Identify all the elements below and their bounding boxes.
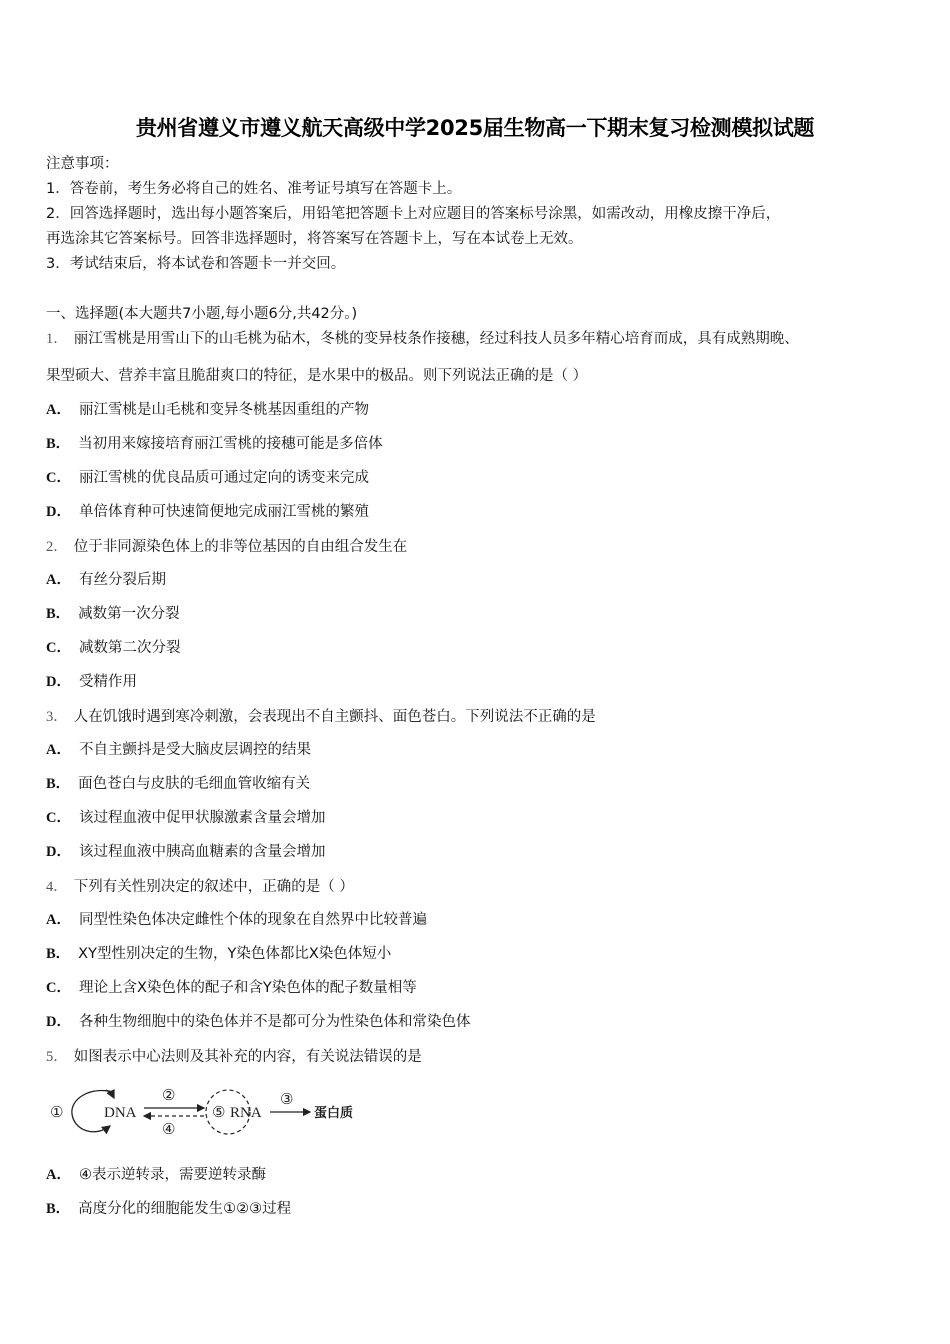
label-4: ④	[162, 1122, 176, 1138]
option-letter: D．	[46, 674, 71, 690]
option-letter: C．	[46, 640, 71, 656]
question-1-stem	[46, 327, 799, 348]
notice-item: 再选涂其它答案标号。回答非选择题时，将答案写在答题卡上，写在本试卷上无效。	[46, 231, 583, 247]
option-letter: A．	[46, 912, 71, 928]
question-number: 5．	[46, 1049, 68, 1065]
option-text: 有丝分裂后期	[78, 572, 166, 588]
question-text: 下列有关性别决定的叙述中，正确的是（ ）	[73, 879, 354, 895]
option-letter: A．	[46, 572, 71, 588]
option-text: 理论上含X染色体的配子和含Y染色体的配子数量相等	[78, 980, 417, 996]
option-letter: C．	[46, 980, 71, 996]
option-letter: C．	[46, 470, 71, 486]
option-text: 单倍体育种可快速简便地完成丽江雪桃的繁殖	[78, 504, 369, 520]
option-a	[46, 1163, 266, 1184]
option-text: 当初用来嫁接培育丽江雪桃的接穗可能是多倍体	[78, 436, 383, 452]
option-letter: A．	[46, 402, 71, 418]
label-5: ⑤	[212, 1105, 226, 1121]
option-c	[46, 466, 369, 487]
question-3-stem	[46, 705, 596, 726]
question-4-stem	[46, 875, 354, 896]
option-c	[46, 636, 180, 657]
option-d	[46, 840, 325, 861]
question-5-stem	[46, 1045, 422, 1066]
question-number: 1．	[46, 331, 68, 347]
option-letter: B．	[46, 1201, 71, 1217]
option-text: 受精作用	[78, 674, 137, 690]
question-1-stem-cont: 果型硕大、营养丰富且脆甜爽口的特征，是水果中的极品。则下列说法正确的是（ ）	[46, 368, 588, 384]
option-b	[46, 602, 180, 623]
question-text: 丽江雪桃是用雪山下的山毛桃为砧木，冬桃的变异枝条作接穗，经过科技人员多年精心培育而成，具有成熟期晚、	[73, 331, 799, 347]
option-d	[46, 1010, 470, 1031]
option-b	[46, 942, 391, 963]
notice-item: 1．答卷前，考生务必将自己的姓名、准考证号填写在答题卡上。	[46, 181, 462, 197]
option-text: 该过程血液中胰高血糖素的含量会增加	[78, 844, 326, 860]
section-heading: 一、选择题(本大题共7小题,每小题6分,共42分。)	[46, 306, 358, 322]
option-b	[46, 432, 383, 453]
option-text: 各种生物细胞中的染色体并不是都可分为性染色体和常染色体	[78, 1014, 471, 1030]
central-dogma-figure	[48, 1082, 368, 1142]
question-text: 人在饥饿时遇到寒冷刺激，会表现出不自主颤抖、面色苍白。下列说法不正确的是	[73, 709, 596, 725]
dna-label: DNA	[104, 1105, 137, 1121]
option-letter: A．	[46, 1167, 71, 1183]
option-text: 该过程血液中促甲状腺激素含量会增加	[78, 810, 326, 826]
option-letter: C．	[46, 810, 71, 826]
option-letter: B．	[46, 776, 71, 792]
question-number: 2．	[46, 539, 68, 555]
option-b	[46, 772, 310, 793]
option-letter: A．	[46, 742, 71, 758]
label-3: ③	[280, 1092, 294, 1108]
notice-heading: 注意事项：	[46, 156, 119, 172]
exam-title: 贵州省遵义市遵义航天高级中学2025届生物高一下期末复习检测模拟试题	[135, 116, 815, 140]
question-text: 如图表示中心法则及其补充的内容，有关说法错误的是	[73, 1049, 422, 1065]
option-text: 不自主颤抖是受大脑皮层调控的结果	[78, 742, 311, 758]
notice-item: 3．考试结束后，将本试卷和答题卡一并交回。	[46, 256, 346, 272]
option-a	[46, 908, 427, 929]
option-text: 丽江雪桃的优良品质可通过定向的诱变来完成	[78, 470, 369, 486]
option-c	[46, 976, 417, 997]
option-d	[46, 500, 369, 521]
option-text: 同型性染色体决定雌性个体的现象在自然界中比较普遍	[78, 912, 427, 928]
option-b	[46, 1197, 291, 1218]
option-a	[46, 568, 166, 589]
option-letter: D．	[46, 504, 71, 520]
central-dogma-diagram	[48, 1082, 368, 1142]
question-2-stem	[46, 535, 407, 556]
question-number: 4．	[46, 879, 68, 895]
option-a	[46, 398, 369, 419]
option-letter: B．	[46, 946, 71, 962]
option-text: 面色苍白与皮肤的毛细血管收缩有关	[78, 776, 311, 792]
option-letter: D．	[46, 1014, 71, 1030]
option-text: 减数第二次分裂	[78, 640, 181, 656]
question-text: 位于非同源染色体上的非等位基因的自由组合发生在	[73, 539, 408, 555]
protein-label: 蛋白质	[314, 1106, 354, 1121]
option-a	[46, 738, 311, 759]
label-1: ①	[50, 1105, 64, 1121]
question-number: 3．	[46, 709, 68, 725]
option-text: 高度分化的细胞能发生①②③过程	[78, 1201, 292, 1217]
option-letter: B．	[46, 606, 71, 622]
option-text: 丽江雪桃是山毛桃和变异冬桃基因重组的产物	[78, 402, 369, 418]
option-text: ④表示逆转录，需要逆转录酶	[78, 1167, 266, 1183]
option-text: 减数第一次分裂	[78, 606, 180, 622]
notice-item: 2．回答选择题时，选出每小题答案后，用铅笔把答题卡上对应题目的答案标号涂黑，如需改动，用橡皮擦干净后，	[46, 206, 781, 222]
label-2: ②	[162, 1088, 176, 1104]
option-c	[46, 806, 325, 827]
option-text: XY型性别决定的生物，Y染色体都比X染色体短小	[78, 946, 392, 962]
option-letter: B．	[46, 436, 71, 452]
option-d	[46, 670, 137, 691]
option-letter: D．	[46, 844, 71, 860]
rna-label: RNA	[230, 1105, 262, 1121]
